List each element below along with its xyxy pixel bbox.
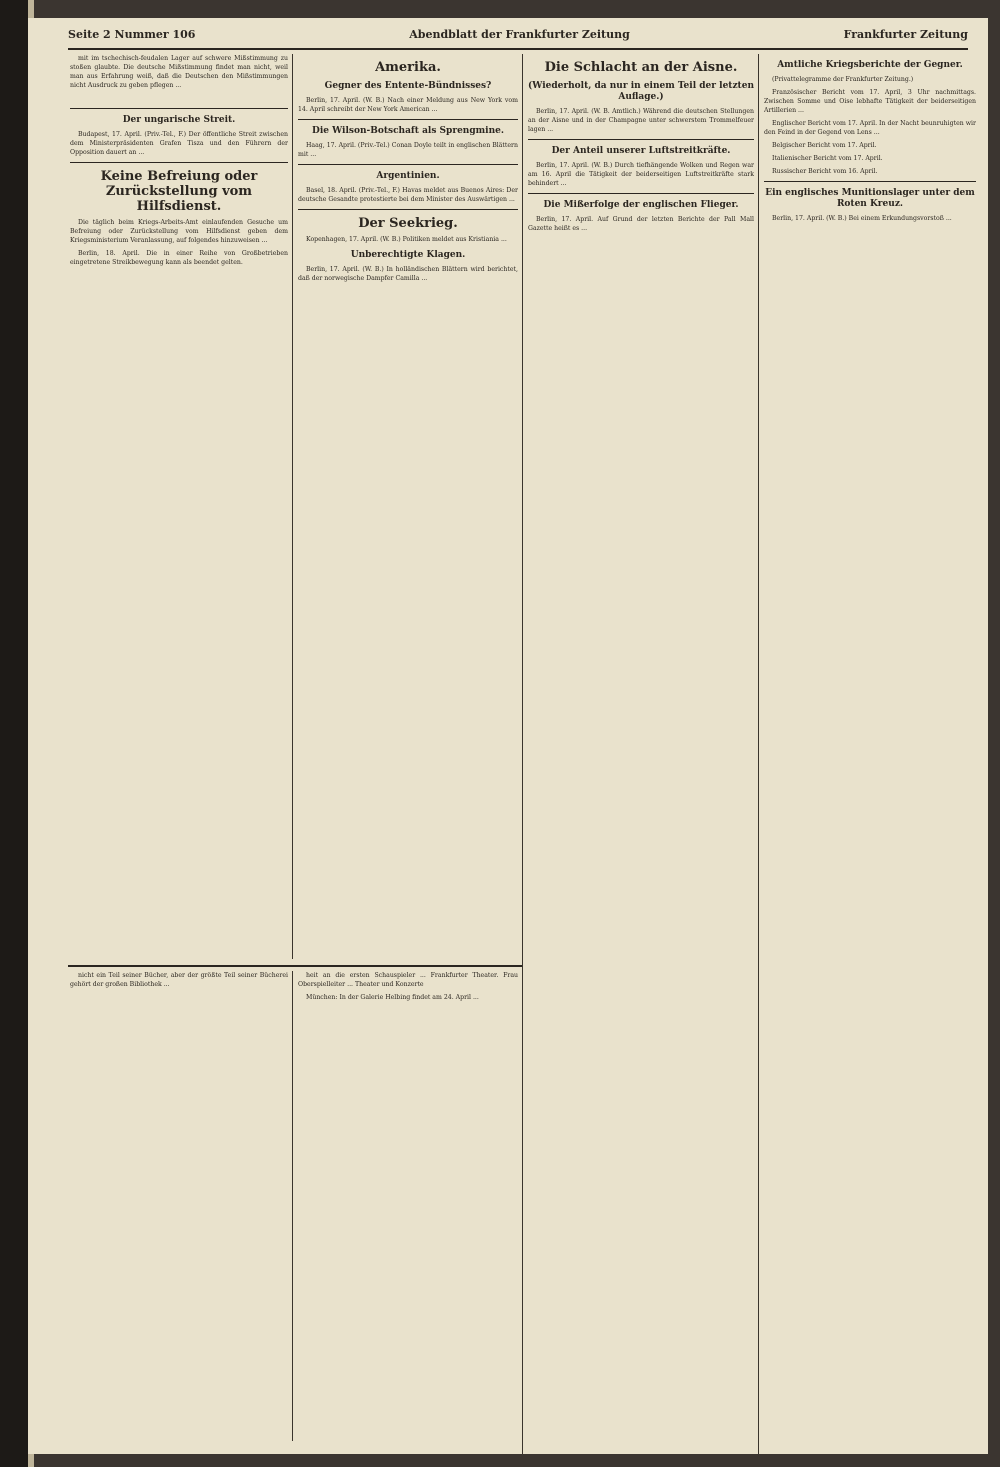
column-divider (292, 971, 293, 1441)
feuilleton-text-mid: heit an die ersten Schauspieler ... Frankfurter Theater. Frau Oberspielleiter ... Theater und Konzerte (298, 972, 518, 988)
feuilleton-column-2 (298, 971, 518, 1441)
col4-subheading-1: (Privattelegramme der Frankfurter Zeitung.) (772, 76, 914, 83)
newspaper-page (28, 18, 988, 1454)
col1-text-2: Die täglich beim Kriegs-Arbeits-Amt einlaufenden Gesuche um Befreiung oder Zurückstellung vom Hilfsdienst geben dem Kriegsministerium Veranlassung, auf folgendes hinzuweisen ... (70, 219, 288, 244)
feuilleton-rule (68, 965, 522, 967)
col3-text-3: Berlin, 17. April. Auf Grund der letzten Berichte der Pall Mall Gazette heißt es ... (528, 216, 754, 232)
column-divider (292, 54, 293, 959)
book-binding (0, 0, 28, 1467)
col3-text-2: Berlin, 17. April. (W. B.) Durch tiefhängende Wolken und Regen war am 16. April die Tätigkeit der beiderseitigen Luftstreitkräfte stark behindert ... (528, 162, 754, 187)
column-1 (70, 54, 288, 959)
column-3 (528, 54, 754, 1444)
col4-heading-1: Amtliche Kriegsberichte der Gegner. (777, 60, 963, 70)
col1-text-3: Berlin, 18. April. Die in einer Reihe von Großbetrieben eingetretene Streikbewegung kann als beendet gelten. (70, 250, 288, 266)
col1-text-1: Budapest, 17. April. (Priv.-Tel., F.) Der öffentliche Streit zwischen dem Ministerpräsidenten Grafen Tisza und den Führern der Opposition dauert an ... (70, 131, 288, 156)
col2-heading-3: Argentinien. (376, 171, 440, 181)
col2-heading-5: Unberechtigte Klagen. (350, 250, 466, 260)
col4-text-1: Französischer Bericht vom 17. April, 3 Uhr nachmittags. Zwischen Somme und Oise lebhafte Tätigkeit der beiderseitigen Artillerien ... (764, 89, 976, 114)
col3-subheading-1: (Wiederholt, da nur in einem Teil der letzten Auflage.) (528, 81, 754, 102)
column-divider (758, 54, 759, 1454)
col1-heading-2: Keine Befreiung oder Zurückstellung vom Hilfsdienst. (100, 169, 258, 214)
column-divider (522, 54, 523, 1454)
feuilleton-text-left: nicht ein Teil seiner Bücher, aber der größte Teil seiner Bücherei gehört der großen Bibliothek ... (70, 972, 288, 988)
page-number: Seite 2 Nummer 106 (68, 28, 196, 41)
masthead: Abendblatt der Frankfurter Zeitung (409, 28, 630, 41)
col2-text-4: Kopenhagen, 17. April. (W. B.) Politiken meldet aus Kristiania ... (306, 236, 507, 243)
col1-intro: mit im tschechisch-feudalen Lager auf schwere Mißstimmung zu stoßen glaubte. Die deutsche Mißstimmung findet man nicht, weil man aus Erfahrung weiß, daß die Deutschen den Mißstimmungen nicht Ausdruck zu geben pflegen ... (70, 55, 288, 89)
col3-text-1: Berlin, 17. April. (W. B. Amtlich.) Während die deutschen Stellungen an der Aisne und in der Champagne unter schwerstem Trommelfeuer lagen ... (528, 108, 754, 133)
col1-filler (70, 94, 288, 103)
col4-text-2: Englischer Bericht vom 17. April. In der Nacht beunruhigten wir den Feind in der Gegend von Lens ... (764, 120, 976, 136)
col2-heading-2: Die Wilson-Botschaft als Sprengmine. (312, 126, 504, 136)
col2-text-3: Basel, 18. April. (Priv.-Tel., F.) Havas meldet aus Buenos Aires: Der deutsche Gesandte protestierte bei dem Minister des Auswärtigen ... (298, 187, 518, 203)
feuilleton-note: München: In der Galerie Helbing findet am 24. April ... (306, 994, 479, 1001)
col2-text-5: Berlin, 17. April. (W. B.) In holländischen Blättern wird berichtet, daß der norwegische Dampfer Camilla ... (298, 266, 518, 282)
col2-heading-4: Der Seekrieg. (358, 216, 458, 231)
paper-name: Frankfurter Zeitung (843, 28, 968, 41)
page-header (68, 28, 968, 50)
col4-text-3: Belgischer Bericht vom 17. April. (772, 142, 877, 149)
col4-text-4: Italienischer Bericht vom 17. April. (772, 155, 883, 162)
col2-text-1: Berlin, 17. April. (W. B.) Nach einer Meldung aus New York vom 14. April schreibt der New York American ... (298, 97, 518, 113)
col4-text-6: Berlin, 17. April. (W. B.) Bei einem Erkundungsvorstoß ... (772, 215, 952, 222)
col1-heading-1: Der ungarische Streit. (122, 115, 236, 125)
col3-heading-3: Die Mißerfolge der englischen Flieger. (543, 200, 739, 210)
col3-heading-2: Der Anteil unserer Luftstreitkräfte. (551, 146, 731, 156)
col2-text-2: Haag, 17. April. (Priv.-Tel.) Conan Doyle teilt in englischen Blättern mit ... (298, 142, 518, 158)
col3-heading-1: Die Schlacht an der Aisne. (544, 60, 738, 75)
col4-text-5: Russischer Bericht vom 16. April. (772, 168, 878, 175)
col2-subheading-1: Gegner des Entente-Bündnisses? (324, 81, 492, 91)
column-4 (764, 54, 976, 1444)
column-2 (298, 54, 518, 959)
col4-heading-2: Ein englisches Munitionslager unter dem Roten Kreuz. (765, 188, 975, 209)
feuilleton-column-1 (70, 971, 288, 1441)
col2-heading-1: Amerika. (375, 60, 441, 75)
